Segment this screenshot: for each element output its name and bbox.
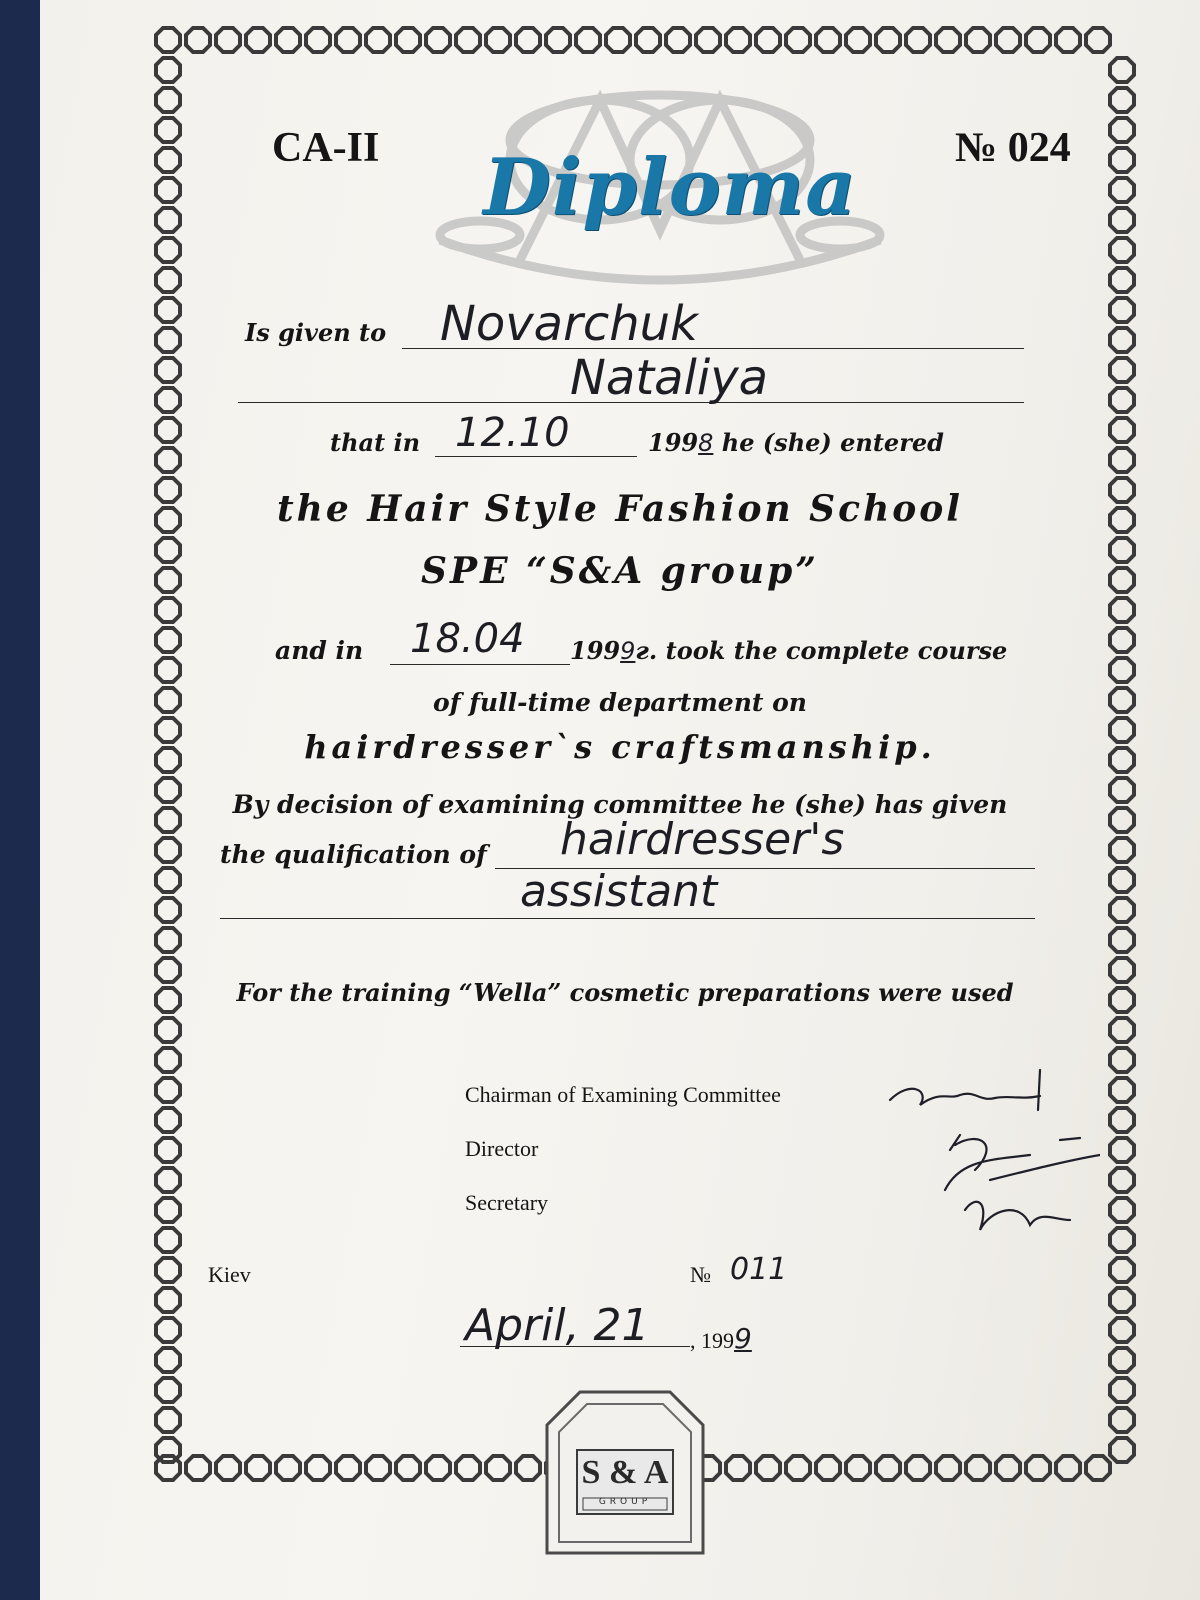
border-link: [156, 778, 180, 802]
border-link: [1110, 1078, 1134, 1102]
border-link: [546, 28, 570, 52]
border-link: [456, 1456, 480, 1480]
border-link: [1110, 208, 1134, 232]
border-link: [1110, 628, 1134, 652]
border-link: [156, 478, 180, 502]
border-link: [666, 28, 690, 52]
border-link: [156, 1288, 180, 1312]
completion-year-digit: 9: [620, 637, 636, 665]
border-link: [336, 28, 360, 52]
border-link: [1086, 1456, 1110, 1480]
border-link: [156, 1258, 180, 1282]
border-link: [156, 388, 180, 412]
border-link: [1110, 778, 1134, 802]
border-link: [1110, 898, 1134, 922]
border-link: [156, 1438, 180, 1462]
border-link: [156, 148, 180, 172]
border-link: [216, 1456, 240, 1480]
city: Kiev: [208, 1262, 251, 1287]
border-link: [876, 28, 900, 52]
border-link: [156, 658, 180, 682]
recipient-first-name: Nataliya: [570, 350, 769, 406]
border-link: [156, 538, 180, 562]
border-link: [1026, 28, 1050, 52]
border-link: [576, 28, 600, 52]
border-link: [1110, 88, 1134, 112]
border-link: [846, 28, 870, 52]
secretary-label: Secretary: [465, 1190, 549, 1215]
border-link: [156, 178, 180, 202]
border-link: [1110, 1348, 1134, 1372]
qualification-value-2: assistant: [520, 866, 718, 917]
border-link: [1110, 1378, 1134, 1402]
border-link: [156, 328, 180, 352]
emblem-letters: S & A: [581, 1454, 669, 1491]
border-link: [1110, 568, 1134, 592]
enrollment-year-digit: 8: [698, 429, 714, 457]
border-link: [1110, 118, 1134, 142]
border-link: [1110, 1438, 1134, 1462]
qualification-value-1: hairdresser's: [560, 814, 845, 865]
border-link: [846, 1456, 870, 1480]
border-link: [516, 28, 540, 52]
border-link: [1110, 1228, 1134, 1252]
border-link: [1110, 298, 1134, 322]
border-link: [156, 448, 180, 472]
border-link: [156, 568, 180, 592]
border-link: [156, 238, 180, 262]
border-link: [156, 838, 180, 862]
border-link: [906, 28, 930, 52]
border-link: [1110, 748, 1134, 772]
border-link: [1110, 868, 1134, 892]
qualification-line-2: [220, 918, 1035, 919]
issue-year-digit: 9: [734, 1322, 752, 1355]
border-link: [1110, 328, 1134, 352]
border-link: [156, 688, 180, 712]
completion-suffix: 1999г. took the complete course: [570, 636, 1008, 665]
given-to-label: Is given to: [245, 318, 387, 347]
chairman-label: Chairman of Examining Committee: [465, 1082, 781, 1107]
border-link: [186, 28, 210, 52]
wella-note: For the training “Wella” cosmetic preparations were used: [236, 978, 1014, 1007]
border-link: [1110, 808, 1134, 832]
border-link: [156, 868, 180, 892]
border-link: [456, 28, 480, 52]
border-link: [1110, 1018, 1134, 1042]
border-link: [816, 1456, 840, 1480]
border-link: [1110, 178, 1134, 202]
border-link: [276, 1456, 300, 1480]
border-link: [306, 28, 330, 52]
border-link: [156, 118, 180, 142]
border-link: [1110, 928, 1134, 952]
border-link: [996, 28, 1020, 52]
border-link: [306, 1456, 330, 1480]
border-link: [1110, 688, 1134, 712]
border-link: [1110, 988, 1134, 1012]
recipient-surname: Novarchuk: [440, 296, 698, 352]
border-link: [156, 1018, 180, 1042]
border-link: [156, 958, 180, 982]
border-link: [876, 1456, 900, 1480]
border-link: [156, 1408, 180, 1432]
border-link: [1110, 1288, 1134, 1312]
border-link: [156, 268, 180, 292]
border-link: [246, 1456, 270, 1480]
border-link: [1110, 418, 1134, 442]
border-link: [186, 1456, 210, 1480]
border-link: [156, 208, 180, 232]
border-link: [156, 898, 180, 922]
border-link: [1026, 1456, 1050, 1480]
border-link: [1056, 28, 1080, 52]
craft-line: hairdresser`s craftsmanship.: [304, 728, 936, 766]
border-link: [756, 28, 780, 52]
diploma-number: № 024: [955, 125, 1071, 171]
border-link: [1110, 238, 1134, 262]
school-organization: SPE “S&A group”: [421, 550, 819, 592]
border-link: [966, 28, 990, 52]
border-link: [156, 628, 180, 652]
border-link: [966, 1456, 990, 1480]
border-link: [1110, 1258, 1134, 1282]
enrollment-prefix: that in: [330, 428, 421, 457]
border-link: [1110, 718, 1134, 742]
completion-prefix: and in: [275, 636, 364, 665]
border-link: [1110, 1318, 1134, 1342]
border-link: [246, 28, 270, 52]
border-link: [1110, 58, 1134, 82]
qualification-label: the qualification of: [220, 840, 487, 869]
border-link: [1110, 148, 1134, 172]
border-link: [636, 28, 660, 52]
border-link: [156, 358, 180, 382]
border-link: [156, 928, 180, 952]
committee-decision-line: By decision of examining committee he (she) has given: [232, 790, 1008, 819]
diploma-sheet: [40, 0, 1200, 1600]
enrollment-date-line: [435, 456, 637, 457]
completion-date: 18.04: [410, 616, 525, 662]
border-link: [936, 28, 960, 52]
border-link: [1110, 508, 1134, 532]
border-link: [1110, 958, 1134, 982]
issue-year: , 1999: [690, 1322, 752, 1355]
border-link: [156, 28, 180, 52]
border-link: [786, 28, 810, 52]
border-link: [156, 1048, 180, 1072]
border-link: [1110, 448, 1134, 472]
border-link: [426, 1456, 450, 1480]
border-link: [366, 1456, 390, 1480]
border-link: [156, 748, 180, 772]
registration-number: 011: [730, 1252, 788, 1287]
border-link: [726, 28, 750, 52]
border-link: [1110, 1198, 1134, 1222]
border-link: [396, 28, 420, 52]
border-link: [1110, 268, 1134, 292]
border-link: [756, 1456, 780, 1480]
border-link: [156, 508, 180, 532]
border-link: [1110, 538, 1134, 562]
enrollment-date: 12.10: [455, 410, 570, 456]
border-link: [156, 298, 180, 322]
border-link: [156, 808, 180, 832]
border-link: [1056, 1456, 1080, 1480]
border-link: [156, 1108, 180, 1132]
border-link: [786, 1456, 810, 1480]
border-link: [1110, 1168, 1134, 1192]
emblem-sub: GROUP: [598, 1497, 652, 1507]
border-link: [486, 28, 510, 52]
border-link: [936, 1456, 960, 1480]
border-link: [156, 988, 180, 1012]
border-link: [1086, 28, 1110, 52]
border-link: [816, 28, 840, 52]
department-line: of full-time department on: [433, 688, 807, 717]
signatures: [880, 1060, 1100, 1260]
border-link: [1110, 598, 1134, 622]
border-link: [486, 1456, 510, 1480]
border-link: [1110, 838, 1134, 862]
school-name: the Hair Style Fashion School: [277, 488, 963, 530]
border-link: [1110, 358, 1134, 382]
border-link: [276, 28, 300, 52]
border-link: [156, 1228, 180, 1252]
series-code: CA-II: [272, 125, 380, 171]
diploma-title: Diploma: [483, 142, 857, 233]
border-link: [156, 598, 180, 622]
border-link: [156, 88, 180, 112]
border-link: [336, 1456, 360, 1480]
border-link: [156, 58, 180, 82]
border-link: [156, 1078, 180, 1102]
border-link: [996, 1456, 1020, 1480]
enrollment-year-suffix: 1998 he (she) entered: [648, 428, 944, 457]
border-link: [906, 1456, 930, 1480]
border-link: [156, 1168, 180, 1192]
director-label: Director: [465, 1136, 539, 1161]
border-link: [696, 28, 720, 52]
border-link: [1110, 1138, 1134, 1162]
border-link: [156, 1138, 180, 1162]
border-link: [156, 718, 180, 742]
completion-date-line: [390, 664, 570, 665]
issue-date: April, 21: [465, 1300, 650, 1351]
border-link: [426, 28, 450, 52]
border-link: [1110, 1048, 1134, 1072]
border-link: [726, 1456, 750, 1480]
border-link: [516, 1456, 540, 1480]
border-link: [606, 28, 630, 52]
border-link: [1110, 658, 1134, 682]
border-link: [156, 1378, 180, 1402]
border-link: [1110, 388, 1134, 412]
border-link: [156, 1198, 180, 1222]
border-link: [1110, 1408, 1134, 1432]
registration-label: №: [690, 1262, 711, 1287]
border-link: [156, 1348, 180, 1372]
border-link: [216, 28, 240, 52]
border-link: [1110, 478, 1134, 502]
border-link: [1110, 1108, 1134, 1132]
border-link: [156, 418, 180, 442]
border-link: [396, 1456, 420, 1480]
border-link: [366, 28, 390, 52]
border-link: [156, 1318, 180, 1342]
sa-group-emblem: [545, 1390, 705, 1555]
